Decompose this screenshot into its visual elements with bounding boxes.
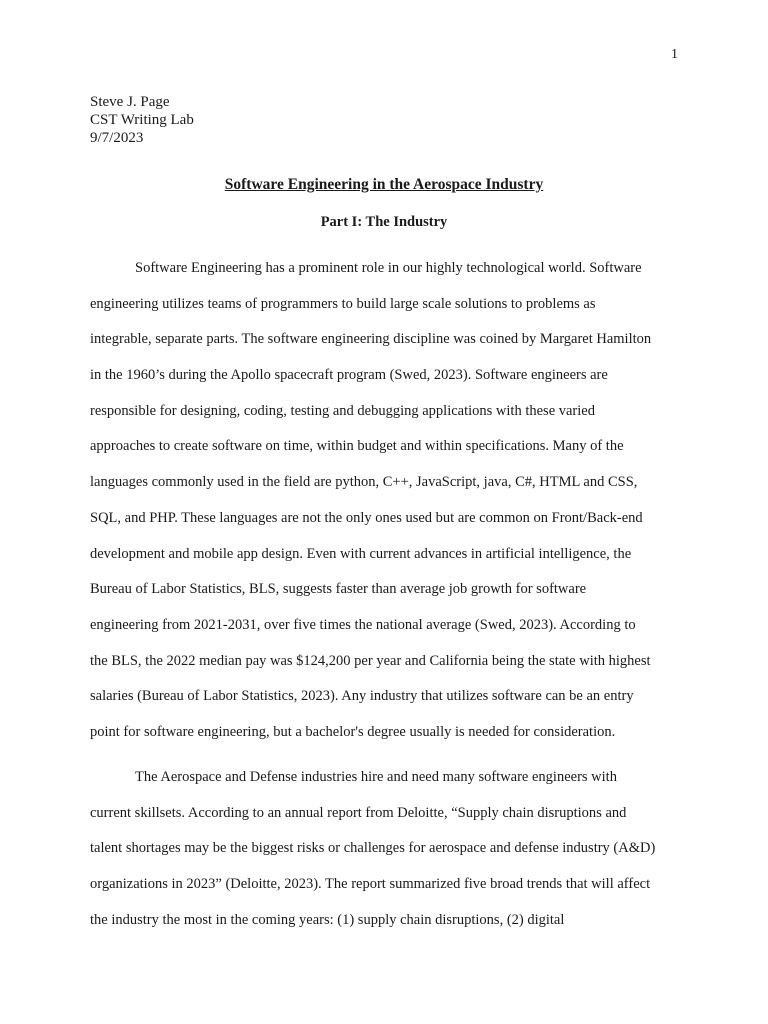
paragraph-line: engineering from 2021-2031, over five times the national average (Swed, 2023). According to [90, 616, 636, 633]
paragraph-1 [90, 258, 678, 758]
paragraph-line: point for software engineering, but a bachelor's degree usually is needed for consideration. [90, 723, 616, 740]
paragraph-line: development and mobile app design. Even with current advances in artificial intelligence, the [90, 545, 632, 562]
author-name: Steve J. Page [90, 94, 170, 110]
paragraph-line: the BLS, the 2022 median pay was $124,200 per year and California being the state with highest [90, 652, 651, 669]
paragraph-line: responsible for designing, coding, testing and debugging applications with these varied [90, 402, 595, 419]
paragraph-line: in the 1960’s during the Apollo spacecraft program (Swed, 2023). Software engineers are [90, 367, 608, 384]
paragraph-line: talent shortages may be the biggest risks or challenges for aerospace and defense industry (A&D) [90, 840, 656, 857]
paragraph-line: engineering utilizes teams of programmers to build large scale solutions to problems as [90, 295, 596, 312]
document-title: Software Engineering in the Aerospace Industry [224, 176, 544, 193]
document-date: 9/7/2023 [90, 130, 144, 146]
section-heading: Part I: The Industry [320, 214, 448, 230]
paragraph-line: Software Engineering has a prominent role in our highly technological world. Software [135, 260, 642, 276]
paragraph-line: salaries (Bureau of Labor Statistics, 2023). Any industry that utilizes software can be an entry [90, 688, 634, 705]
paragraph-2 [90, 767, 678, 945]
paragraph-line: integrable, separate parts. The software engineering discipline was coined by Margaret Hamilton [90, 331, 652, 348]
course-name: CST Writing Lab [90, 112, 194, 128]
paragraph-line: the industry the most in the coming years: (1) supply chain disruptions, (2) digital [90, 911, 565, 928]
paragraph-line: languages commonly used in the field are python, C++, JavaScript, java, C#, HTML and CSS, [90, 474, 638, 491]
paragraph-line: The Aerospace and Defense industries hire and need many software engineers with [135, 769, 617, 785]
page-number: 1 [671, 47, 678, 62]
paragraph-line: SQL, and PHP. These languages are not the only ones used but are common on Front/Back-end [90, 509, 643, 526]
document-header [90, 93, 194, 147]
paragraph-line: current skillsets. According to an annual report from Deloitte, “Supply chain disruptions and [90, 804, 627, 821]
paragraph-line: approaches to create software on time, within budget and within specifications. Many of the [90, 438, 624, 455]
paragraph-line: organizations in 2023” (Deloitte, 2023). The report summarized five broad trends that will affect [90, 876, 651, 893]
paragraph-line: Bureau of Labor Statistics, BLS, suggests faster than average job growth for software [90, 581, 587, 598]
